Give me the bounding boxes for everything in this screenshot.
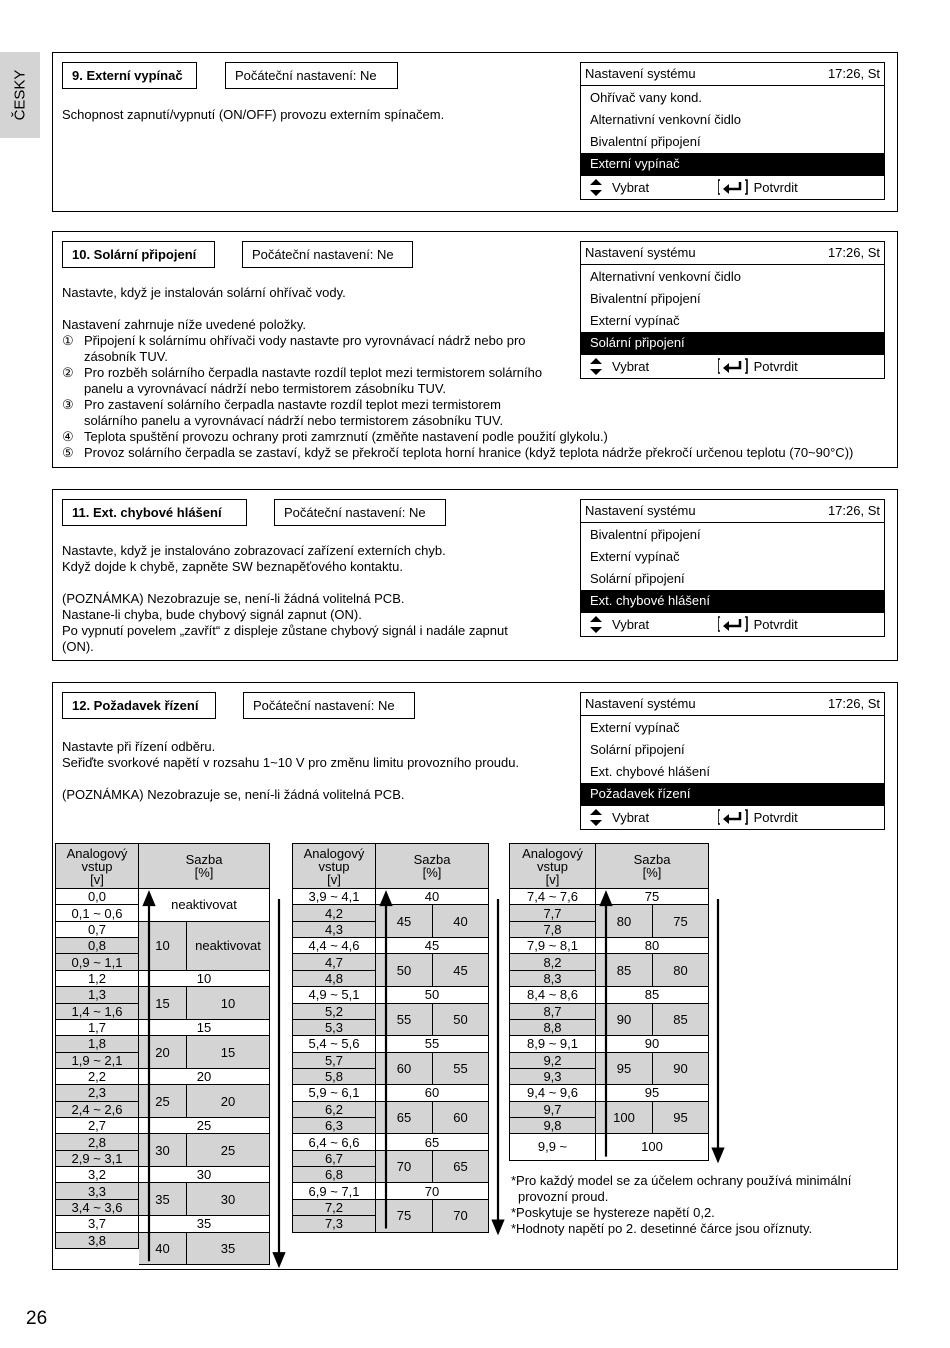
voltage-cell: 1,4 ~ 1,6 [55, 1004, 139, 1020]
rate-cell-single: 80 [596, 938, 709, 954]
voltage-cell: 5,8 [292, 1069, 376, 1085]
voltage-cell: 0,0 [55, 889, 139, 905]
rate-cell-pair-down: 75 [653, 905, 709, 938]
voltage-cell: 1,7 [55, 1020, 139, 1036]
rate-cell-pair-down: 40 [433, 905, 489, 938]
voltage-cell: 5,4 ~ 5,6 [292, 1036, 376, 1052]
rate-cell-pair-up: 35 [139, 1183, 187, 1216]
rate-cell-pair-up: 100 [596, 1102, 653, 1135]
voltage-cell: 3,7 [55, 1216, 139, 1232]
table-header-input: Analogový vstup [v] [292, 843, 376, 889]
table-header-rate: Sazba [%] [596, 843, 709, 889]
rate-cell-pair-down: 45 [433, 954, 489, 987]
voltage-cell: 5,7 [292, 1053, 376, 1069]
rate-cell-pair-down: 65 [433, 1151, 489, 1184]
section-title: 9. Externí vypínač [62, 62, 197, 89]
voltage-cell: 0,8 [55, 938, 139, 954]
voltage-cell: 1,9 ~ 2,1 [55, 1053, 139, 1069]
list-item: ③ Pro zastavení solárního čerpadla nastavte rozdíl teplot mezi termistorem solárního panelu a vyrovnávací nádrží nebo termistorem zásobníku TUV. [62, 397, 504, 428]
voltage-cell: 2,4 ~ 2,6 [55, 1102, 139, 1118]
section-text: Nastavte, když je instalován solární ohřívač vody. Nastavení zahrnuje níže uvedené položky. ① Připojení k solárnímu ohřívači vody nastavte pro vyrovnávací nádrž nebo pro zásobník TUV. ② Pro rozběh solárního čerpadla nastavte rozdíl teplot mezi termistorem solárního panelu a vyrovnávací nádrží nebo termistorem zásobníku TUV. ③ Pro zastavení solárního čerpadla nastavte rozdíl teplot mezi termistorem solárního panelu a vyrovnávací nádrží nebo termistorem zásobníku TUV. ④ Teplota spuštění provozu ochrany proti zamrznutí (změňte nastavení podle použití glykolu.) ⑤ Provoz solárního čerpadla se zastaví, když se překročí teplota horní hranice (když teplota nádrže překročí určenou teplotu (70~90°C)) [62, 285, 854, 460]
rate-cell-pair-up: 55 [376, 1004, 433, 1037]
rate-cell-pair-down: 70 [433, 1200, 489, 1233]
voltage-cell: 3,3 [55, 1183, 139, 1199]
menu-item-selected[interactable]: Ext. chybové hlášení [581, 590, 884, 612]
footnotes: *Pro každý model se za účelem ochrany používá minimální provozní proud. *Poskytuje se hystereze napětí 0,2. *Hodnoty napětí po 2. desetinné čárce jsou oříznuty. [511, 1173, 852, 1236]
menu-item[interactable]: Ohřívač vany kond. [590, 90, 702, 105]
rate-cell-pair-down: neaktivovat [187, 922, 270, 971]
rate-cell-single: 15 [139, 1020, 270, 1036]
confirm-label: Potvrdit [753, 180, 798, 195]
voltage-cell: 8,2 [509, 954, 596, 970]
menu-item-selected[interactable]: Solární připojení [581, 332, 884, 354]
rate-cell-pair-up: 75 [376, 1200, 433, 1233]
page-number: 26 [26, 1308, 48, 1329]
voltage-cell: 5,3 [292, 1020, 376, 1036]
voltage-cell: 4,4 ~ 4,6 [292, 938, 376, 954]
rate-cell-single: 40 [376, 889, 489, 905]
voltage-cell: 5,9 ~ 6,1 [292, 1085, 376, 1101]
rate-cell-pair-up: 80 [596, 905, 653, 938]
voltage-cell: 0,9 ~ 1,1 [55, 954, 139, 970]
confirm-icon [718, 176, 798, 199]
select-label: Vybrat [612, 617, 650, 632]
menu-item[interactable]: Externí vypínač [590, 720, 680, 735]
rate-cell-pair-up: 70 [376, 1151, 433, 1184]
menu-item-selected[interactable]: Požadavek řízení [581, 783, 884, 805]
voltage-cell: 6,4 ~ 6,6 [292, 1134, 376, 1150]
section-solar-connection [52, 231, 898, 468]
voltage-cell: 3,9 ~ 4,1 [292, 889, 376, 905]
rate-cell-pair-up: 60 [376, 1053, 433, 1086]
menu-item[interactable]: Alternativní venkovní čidlo [590, 269, 742, 284]
confirm-icon [718, 613, 798, 636]
rate-cell-pair-up: 20 [139, 1036, 187, 1069]
rate-cell-pair-up: 30 [139, 1134, 187, 1167]
rate-cell-single: 35 [139, 1216, 270, 1232]
direction-arrows [55, 843, 295, 1263]
up-down-arrow-icon [590, 179, 602, 203]
rate-value: neaktivovat [171, 897, 237, 913]
voltage-cell: 1,3 [55, 987, 139, 1003]
rate-cell-single: 30 [139, 1167, 270, 1183]
rate-cell-pair-up: 95 [596, 1053, 653, 1086]
default-setting: Počáteční nastavení: Ne [274, 499, 446, 526]
down-arrow-icon [493, 899, 503, 1233]
voltage-cell: 6,9 ~ 7,1 [292, 1183, 376, 1199]
voltage-cell: 8,3 [509, 971, 596, 987]
section-title: 10. Solární připojení [62, 241, 215, 268]
voltage-cell: 9,9 ~ [509, 1134, 596, 1160]
menu-item[interactable]: Bivalentní připojení [590, 134, 701, 149]
table-header-rate: Sazba [%] [376, 843, 489, 889]
list-item: ① Připojení k solárnímu ohřívači vody nastavte pro vyrovnávací nádrž nebo pro zásobník TUV. [62, 333, 526, 364]
rate-cell-pair-down: 30 [187, 1183, 270, 1216]
voltage-cell: 0,7 [55, 922, 139, 938]
voltage-cell: 0,1 ~ 0,6 [55, 905, 139, 921]
language-tab [0, 52, 40, 138]
default-setting: Počáteční nastavení: Ne [225, 62, 398, 89]
rate-cell-pair-down: 50 [433, 1004, 489, 1037]
rate-cell-pair-down: 35 [187, 1233, 270, 1266]
menu-item-selected[interactable]: Externí vypínač [581, 153, 884, 175]
voltage-cell: 1,8 [55, 1036, 139, 1052]
rate-table-1 [55, 843, 295, 1263]
rate-cell-pair-up: 90 [596, 1004, 653, 1037]
section-title: 12. Požadavek řízení [62, 692, 216, 719]
section-demand-control [52, 682, 898, 1270]
confirm-label: Potvrdit [753, 359, 798, 374]
voltage-cell: 4,7 [292, 954, 376, 970]
rate-cell-single: 50 [376, 987, 489, 1003]
up-down-arrow-icon [590, 616, 602, 640]
rate-cell-single: 75 [596, 889, 709, 905]
voltage-cell: 7,8 [509, 922, 596, 938]
rate-cell-single: 95 [596, 1085, 709, 1101]
voltage-cell: 4,9 ~ 5,1 [292, 987, 376, 1003]
voltage-cell: 7,4 ~ 7,6 [509, 889, 596, 905]
down-arrow-icon [274, 899, 284, 1265]
menu-item[interactable]: Solární připojení [590, 742, 685, 757]
rate-cell-single: 45 [376, 938, 489, 954]
voltage-cell: 1,2 [55, 971, 139, 987]
default-setting: Počáteční nastavení: Ne [242, 241, 413, 268]
select-label: Vybrat [612, 359, 650, 374]
voltage-cell: 2,9 ~ 3,1 [55, 1151, 139, 1167]
screen-title: Nastavení systému [585, 245, 696, 260]
direction-arrows [509, 843, 729, 1173]
voltage-cell: 4,2 [292, 905, 376, 921]
section-ext-error-report [52, 489, 898, 661]
rate-cell-pair-up: 25 [139, 1085, 187, 1118]
confirm-label: Potvrdit [753, 617, 798, 632]
screen-title: Nastavení systému [585, 66, 696, 81]
voltage-cell: 3,4 ~ 3,6 [55, 1200, 139, 1216]
rate-cell-pair-up: 85 [596, 954, 653, 987]
voltage-cell: 7,7 [509, 905, 596, 921]
system-menu-screen [580, 499, 885, 637]
menu-item[interactable]: Externí vypínač [590, 549, 680, 564]
voltage-cell: 4,8 [292, 971, 376, 987]
voltage-cell: 7,3 [292, 1216, 376, 1232]
menu-item[interactable]: Bivalentní připojení [590, 291, 701, 306]
voltage-cell: 8,9 ~ 9,1 [509, 1036, 596, 1052]
voltage-cell: 2,7 [55, 1118, 139, 1134]
rate-cell-pair-down: 85 [653, 1004, 709, 1037]
table-header-rate: Sazba [%] [139, 843, 270, 889]
rate-table-3 [509, 843, 729, 1173]
rate-cell-pair-down: 10 [187, 987, 270, 1020]
up-down-arrow-icon [590, 809, 602, 833]
rate-cell-single: 70 [376, 1183, 489, 1199]
table-header-input: Analogový vstup [v] [509, 843, 596, 889]
direction-arrows [292, 843, 512, 1253]
default-setting: Počáteční nastavení: Ne [243, 692, 415, 719]
list-item: ④ Teplota spuštění provozu ochrany proti zamrznutí (změňte nastavení podle použití glykolu.) [62, 429, 608, 444]
screen-title: Nastavení systému [585, 696, 696, 711]
rate-cell-single: 90 [596, 1036, 709, 1052]
section-text: Nastavte, když je instalováno zobrazovací zařízení externích chyb. Když dojde k chybě, zapněte SW beznapěťového kontaktu. (POZNÁMKA) Nezobrazuje se, není-li žádná volitelná PCB. Nastane-li chyba, bude chybový signál zapnut (ON). Po vypnutí povelem „zavřít“ z displeje zůstane chybový signál i nadále zapnut (ON). [62, 543, 508, 654]
confirm-icon [718, 355, 798, 378]
rate-cell-single: 20 [139, 1069, 270, 1085]
voltage-cell: 6,7 [292, 1151, 376, 1167]
voltage-cell: 2,8 [55, 1134, 139, 1150]
section-text: Schopnost zapnutí/vypnutí (ON/OFF) provozu externím spínačem. [62, 107, 445, 122]
menu-item[interactable]: Alternativní venkovní čidlo [590, 112, 742, 127]
rate-cell-pair-up: 10 [139, 922, 187, 971]
voltage-cell: 9,2 [509, 1053, 596, 1069]
up-arrow-icon [144, 893, 154, 1261]
list-item: ② Pro rozběh solárního čerpadla nastavte rozdíl teplot mezi termistorem solárního panelu a vyrovnávací nádrží nebo termistorem zásobníku TUV. [62, 365, 543, 396]
up-down-arrow-icon [590, 358, 602, 382]
rate-cell-single: 85 [596, 987, 709, 1003]
select-label: Vybrat [612, 180, 650, 195]
rate-cell-pair-up: 40 [139, 1233, 187, 1266]
menu-item[interactable]: Solární připojení [590, 571, 685, 586]
rate-cell-pair-down: 15 [187, 1036, 270, 1069]
voltage-cell: 6,2 [292, 1102, 376, 1118]
rate-cell-single: 10 [139, 971, 270, 987]
screen-time: 17:26, St [827, 245, 880, 260]
rate-cell-pair-down: 60 [433, 1102, 489, 1135]
rate-cell-single: 60 [376, 1085, 489, 1101]
voltage-cell: 7,2 [292, 1200, 376, 1216]
menu-item[interactable]: Ext. chybové hlášení [590, 764, 710, 779]
rate-cell-pair-down: 55 [433, 1053, 489, 1086]
voltage-cell: 6,3 [292, 1118, 376, 1134]
voltage-cell: 9,4 ~ 9,6 [509, 1085, 596, 1101]
rate-cell-pair-down: 25 [187, 1134, 270, 1167]
voltage-cell: 3,2 [55, 1167, 139, 1183]
voltage-cell: 9,7 [509, 1102, 596, 1118]
rate-cell-pair-up: 65 [376, 1102, 433, 1135]
voltage-cell: 8,8 [509, 1020, 596, 1036]
voltage-cell: 8,4 ~ 8,6 [509, 987, 596, 1003]
rate-cell-pair-up: 50 [376, 954, 433, 987]
select-label: Vybrat [612, 810, 650, 825]
rate-cell-single: 65 [376, 1134, 489, 1150]
rate-table-2 [292, 843, 512, 1253]
voltage-cell: 2,3 [55, 1085, 139, 1101]
table-header-input: Analogový vstup [v] [55, 843, 139, 889]
rate-cell-single: 55 [376, 1036, 489, 1052]
voltage-cell: 7,9 ~ 8,1 [509, 938, 596, 954]
voltage-cell: 9,3 [509, 1069, 596, 1085]
screen-time: 17:26, St [827, 66, 880, 81]
voltage-cell: 8,7 [509, 1004, 596, 1020]
menu-item[interactable]: Bivalentní připojení [590, 527, 701, 542]
up-arrow-icon [601, 893, 611, 1157]
voltage-cell: 2,2 [55, 1069, 139, 1085]
voltage-cell: 9,8 [509, 1118, 596, 1134]
rate-cell-pair-down: 20 [187, 1085, 270, 1118]
rate-cell-pair-down: 90 [653, 1053, 709, 1086]
confirm-label: Potvrdit [753, 810, 798, 825]
voltage-cell: 6,8 [292, 1167, 376, 1183]
rate-cell-pair-down: 80 [653, 954, 709, 987]
system-menu-screen [580, 241, 885, 379]
voltage-cell: 4,3 [292, 922, 376, 938]
section-text: Nastavte při řízení odběru. Seřiďte svorkové napětí v rozsahu 1~10 V pro změnu limitu provozního proudu. (POZNÁMKA) Nezobrazuje se, není-li žádná volitelná PCB. [62, 739, 520, 802]
rate-cell-pair-down: 95 [653, 1102, 709, 1135]
rate-cell-pair-up: 15 [139, 987, 187, 1020]
down-arrow-icon [713, 899, 723, 1161]
list-item: ⑤ Provoz solárního čerpadla se zastaví, když se překročí teplota horní hranice (když teplota nádrže překročí určenou teplotu (70~90°C)) [62, 445, 854, 460]
up-arrow-icon [381, 893, 391, 1229]
rate-cell-pair-up: 45 [376, 905, 433, 938]
language-tab-label: ČESKY [11, 69, 29, 121]
menu-item[interactable]: Externí vypínač [590, 313, 680, 328]
screen-time: 17:26, St [827, 503, 880, 518]
rate-cell-single: 100 [596, 1134, 709, 1160]
voltage-cell: 3,8 [55, 1233, 139, 1249]
screen-time: 17:26, St [827, 696, 880, 711]
system-menu-screen [580, 62, 885, 200]
system-menu-screen [580, 692, 885, 830]
section-external-switch [52, 52, 898, 212]
rate-cell-single: 25 [139, 1118, 270, 1134]
confirm-icon [718, 806, 798, 829]
section-title: 11. Ext. chybové hlášení [62, 499, 247, 526]
voltage-cell: 5,2 [292, 1004, 376, 1020]
screen-title: Nastavení systému [585, 503, 696, 518]
